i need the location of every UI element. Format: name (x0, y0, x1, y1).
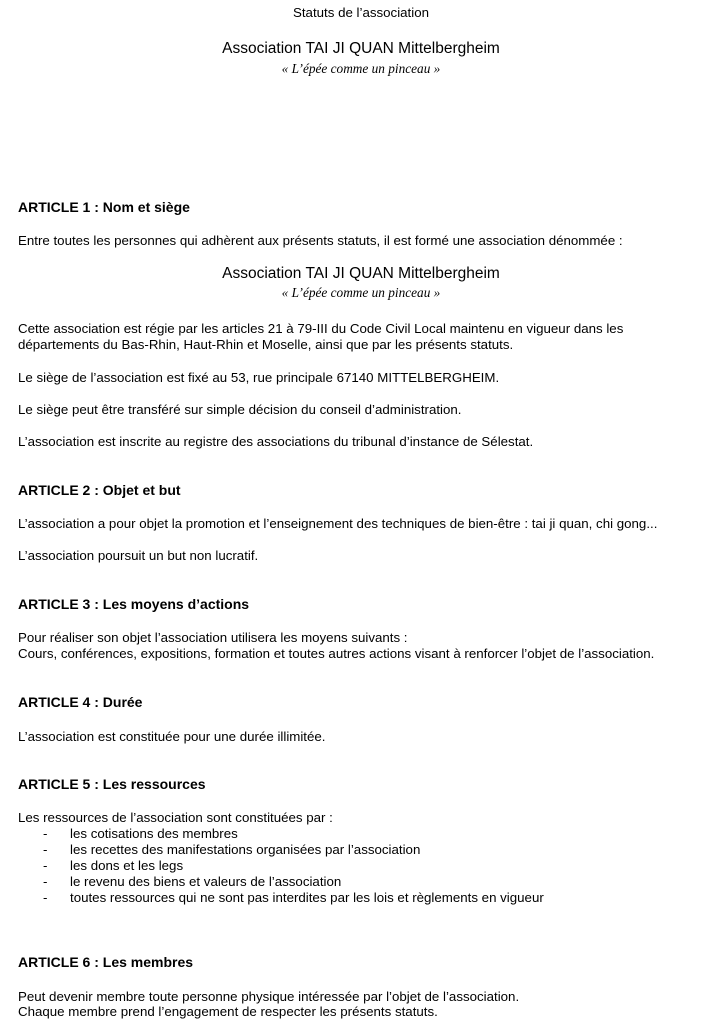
list-item (18, 826, 708, 842)
article-6-line-2: Chaque membre prend l’engagement de respecter les présents statuts. (18, 1004, 438, 1019)
article-6-line-1: Peut devenir membre toute personne physique intéressée par l’objet de l’association. (18, 989, 520, 1004)
list-item (18, 874, 708, 890)
list-item-text: les recettes des manifestations organisées par l’association (70, 842, 421, 857)
list-item (18, 858, 708, 874)
article-1-intro: Entre toutes les personnes qui adhèrent aux présents statuts, il est formé une association dénommée : (18, 233, 623, 248)
list-item-text: le revenu des biens et valeurs de l’association (70, 874, 342, 889)
article-2-heading: ARTICLE 2 : Objet et but (18, 482, 181, 498)
association-motto: « L’épée comme un pinceau » (281, 61, 441, 76)
article-1-regie-line-2: départements du Bas-Rhin, Haut-Rhin et Moselle, ainsi que par les présents statuts. (18, 337, 514, 352)
list-item-text: les cotisations des membres (70, 826, 238, 841)
article-1-motto: « L’épée comme un pinceau » (281, 285, 441, 300)
article-3-line-1: Pour réaliser son objet l’association utilisera les moyens suivants : (18, 630, 408, 645)
resources-list (18, 826, 708, 906)
list-item (18, 890, 708, 906)
article-5-heading: ARTICLE 5 : Les ressources (18, 776, 206, 792)
article-5-intro: Les ressources de l’association sont constituées par : (18, 810, 333, 825)
article-1-regie-line-1: Cette association est régie par les articles 21 à 79-III du Code Civil Local maintenu en vigueur dans les (18, 321, 624, 336)
list-item-text: toutes ressources qui ne sont pas interdites par les lois et règlements en vigueur (70, 890, 544, 905)
article-2-objet: L’association a pour objet la promotion et l’enseignement des techniques de bien-être : tai ji quan, chi gong... (18, 516, 658, 531)
list-item (18, 842, 708, 858)
article-1-heading: ARTICLE 1 : Nom et siège (18, 199, 190, 215)
association-name: Association TAI JI QUAN Mittelbergheim (222, 40, 500, 57)
article-1-registre: L’association est inscrite au registre des associations du tribunal d’instance de Sélestat. (18, 434, 534, 449)
list-dash: - (43, 858, 48, 873)
article-3-line-2: Cours, conférences, expositions, formation et toutes autres actions visant à renforcer l’objet de l’association. (18, 646, 655, 661)
article-1-siege: Le siège de l’association est fixé au 53, rue principale 67140 MITTELBERGHEIM. (18, 370, 500, 385)
list-dash: - (43, 890, 48, 905)
article-2-but: L’association poursuit un but non lucratif. (18, 548, 259, 563)
article-1-association-name: Association TAI JI QUAN Mittelbergheim (222, 265, 500, 282)
list-dash: - (43, 826, 48, 841)
article-4-heading: ARTICLE 4 : Durée (18, 694, 143, 710)
list-dash: - (43, 842, 48, 857)
article-1-transfert: Le siège peut être transféré sur simple décision du conseil d’administration. (18, 402, 462, 417)
article-3-heading: ARTICLE 3 : Les moyens d’actions (18, 596, 250, 612)
article-6-heading: ARTICLE 6 : Les membres (18, 954, 194, 970)
list-item-text: les dons et les legs (70, 858, 184, 873)
list-dash: - (43, 874, 48, 889)
article-4-duree: L’association est constituée pour une durée illimitée. (18, 729, 326, 744)
document-title: Statuts de l’association (292, 5, 429, 20)
